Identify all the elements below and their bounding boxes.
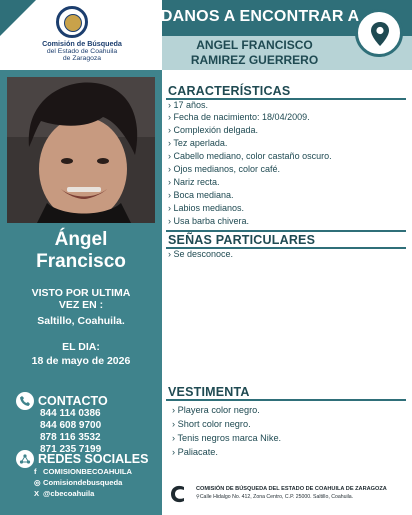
divider	[166, 230, 406, 232]
social-x[interactable]: X @cbecoahuila	[34, 489, 95, 498]
characteristic-item: › Nariz recta.	[168, 177, 220, 187]
characteristic-item: › Complexión delgada.	[168, 125, 259, 135]
first-name-line2: Francisco	[36, 251, 126, 272]
divider	[166, 399, 406, 401]
full-name-line2: RAMIREZ GUERRERO	[190, 53, 319, 67]
phone-number: 878 116 3532	[40, 432, 101, 443]
phone-icon	[16, 392, 34, 410]
mark-item: › Se desconoce.	[168, 249, 234, 259]
social-facebook[interactable]: f COMISIONBECOAHUILA	[34, 467, 133, 476]
characteristics-heading: CARACTERÍSTICAS	[168, 84, 291, 98]
location-pin-icon	[355, 9, 403, 57]
social-heading: REDES SOCIALES	[38, 452, 149, 466]
marks-heading: SEÑAS PARTICULARES	[168, 233, 316, 247]
characteristic-item: › Boca mediana.	[168, 190, 234, 200]
map-pin-icon: ⚲	[196, 494, 200, 500]
phone-number: 844 608 9700	[40, 420, 102, 431]
facebook-icon: f	[34, 467, 37, 476]
clothing-item: › Tenis negros marca Nike.	[172, 433, 282, 443]
org-name: Comisión de Búsqueda del Estado de Coahuila de Zaragoza	[42, 39, 122, 63]
characteristic-item: › Ojos medianos, color café.	[168, 164, 281, 174]
poster-title: AYÚDANOS A ENCONTRAR A	[128, 8, 360, 25]
characteristic-item: › Tez aperlada.	[168, 138, 228, 148]
last-seen-label-line2: VEZ EN :	[58, 299, 104, 311]
corner-triangle	[0, 0, 36, 36]
clothing-item: › Playera color negro.	[172, 405, 260, 415]
person-photo	[7, 77, 155, 223]
commission-logo-icon	[170, 484, 186, 504]
contact-heading: CONTACTO	[38, 394, 108, 408]
instagram-icon: ◎	[34, 478, 41, 487]
footer-address: ⚲Calle Hidalgo No. 412, Zona Centro, C.P. 25000. Saltillo, Coahuila.	[196, 494, 354, 500]
coahuila-seal-icon	[56, 6, 88, 38]
characteristic-item: › Labios medianos.	[168, 203, 245, 213]
clothing-item: › Short color negro.	[172, 419, 251, 429]
phone-number: 871 235 7199	[40, 444, 102, 455]
first-name-line1: Ángel	[54, 229, 108, 250]
characteristic-item: › Usa barba chivera.	[168, 216, 250, 226]
clothing-item: › Paliacate.	[172, 447, 218, 457]
characteristic-item: › Cabello mediano, color castaño oscuro.	[168, 151, 332, 161]
last-seen-place: Saltillo, Coahuila.	[37, 315, 125, 327]
characteristic-item: › Fecha de nacimiento: 18/04/2009.	[168, 112, 310, 122]
x-icon: X	[34, 489, 40, 498]
full-name-line1: ANGEL FRANCISCO	[196, 38, 313, 52]
footer-org: COMISIÓN DE BÚSQUEDA DEL ESTADO DE COAHUILA DE ZARAGOZA	[196, 486, 387, 492]
last-seen-date: 18 de mayo de 2026	[31, 355, 131, 367]
network-icon	[16, 450, 34, 468]
clothing-heading: VESTIMENTA	[168, 385, 250, 399]
last-seen-label-line1: VISTO POR ULTIMA	[31, 287, 131, 299]
social-instagram[interactable]: ◎ Comisiondebusqueda	[34, 478, 123, 487]
phone-number: 844 114 0386	[40, 408, 101, 419]
characteristic-item: › 17 años.	[168, 100, 209, 110]
date-label: EL DIA:	[62, 341, 100, 353]
